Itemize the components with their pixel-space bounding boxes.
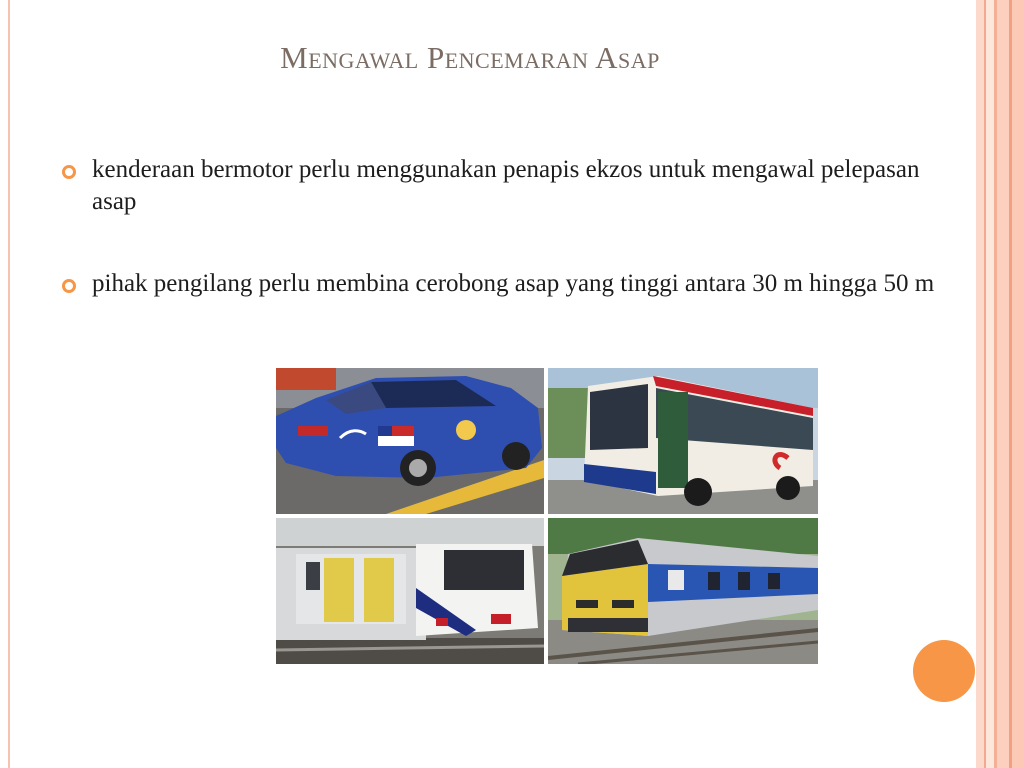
bullet-item (62, 268, 952, 300)
commuter-train-yellow-photo (548, 518, 818, 664)
bullet-text: pihak pengilang perlu membina cerobong asap yang tinggi antara 30 m hingga 50 m (92, 270, 935, 297)
slide-title: Mengawal Pencemaran Asap (280, 40, 660, 75)
taxi-photo (276, 368, 544, 514)
bullet-ring-icon (62, 165, 76, 179)
bus-photo (548, 368, 818, 514)
right-frame-stripes (976, 0, 1024, 768)
transport-photo-grid (276, 368, 818, 664)
bullet-text: kenderaan bermotor perlu menggunakan penapis ekzos untuk mengawal pelepasan asap (92, 156, 920, 215)
decorative-circle (913, 640, 975, 702)
bullet-ring-icon (62, 279, 76, 293)
left-frame-border (0, 0, 10, 768)
commuter-train-photo (276, 518, 544, 664)
bullet-item (62, 154, 952, 218)
